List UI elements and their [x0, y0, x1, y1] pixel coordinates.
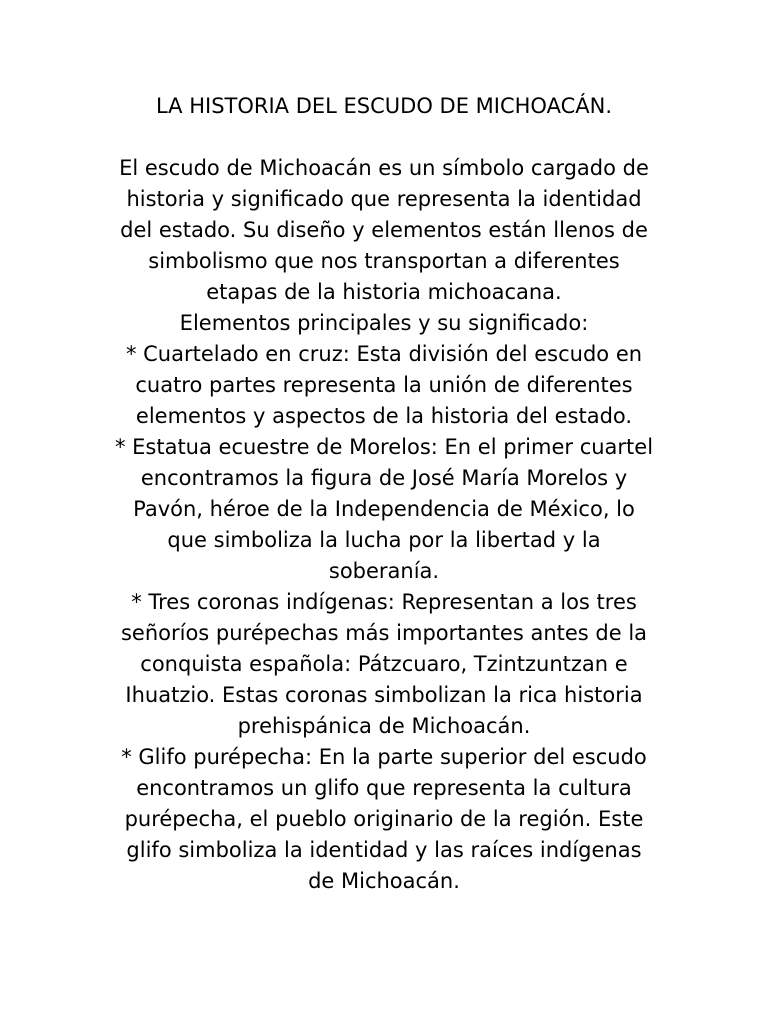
document-title: LA HISTORIA DEL ESCUDO DE MICHOACÁN. — [156, 94, 612, 118]
bullet-line: * Estatua ecuestre de Morelos: En el primer cuartel — [114, 435, 654, 459]
body-line: encontramos un glifo que representa la cultura — [136, 776, 632, 800]
body-line: del estado. Su diseño y elementos están llenos de — [120, 218, 648, 242]
body-line: señoríos purépechas más importantes antes de la — [120, 621, 648, 645]
bullet-line: * Tres coronas indígenas: Representan a los tres — [131, 590, 637, 614]
body-line: prehispánica de Michoacán. — [237, 714, 531, 738]
bullet-line: * Glifo purépecha: En la parte superior del escudo — [121, 745, 647, 769]
section-heading: Elementos principales y su significado: — [179, 311, 589, 335]
body-line: purépecha, el pueblo originario de la región. Este — [124, 807, 644, 831]
body-line: elementos y aspectos de la historia del estado. — [135, 404, 633, 428]
bullet-line: * Cuartelado en cruz: Esta división del escudo en — [125, 342, 643, 366]
body-line: etapas de la historia michoacana. — [206, 280, 562, 304]
body-line: cuatro partes representa la unión de diferentes — [135, 373, 633, 397]
body-line: encontramos la figura de José María Morelos y — [140, 466, 628, 490]
body-line: historia y significado que representa la identidad — [126, 187, 642, 211]
body-line: soberanía. — [328, 559, 440, 583]
body-line: simbolismo que nos transportan a diferentes — [148, 249, 620, 273]
body-line: glifo simboliza la identidad y las raíces indígenas — [126, 838, 642, 862]
body-line: El escudo de Michoacán es un símbolo cargado de — [119, 156, 649, 180]
document-body — [82, 153, 686, 897]
body-line: que simboliza la lucha por la libertad y la — [167, 528, 601, 552]
body-line: Ihuatzio. Estas coronas simbolizan la rica historia — [125, 683, 643, 707]
body-line: de Michoacán. — [308, 869, 460, 893]
body-line: conquista española: Pátzcuaro, Tzintzuntzan e — [140, 652, 628, 676]
body-line: Pavón, héroe de la Independencia de México, lo — [133, 497, 635, 521]
